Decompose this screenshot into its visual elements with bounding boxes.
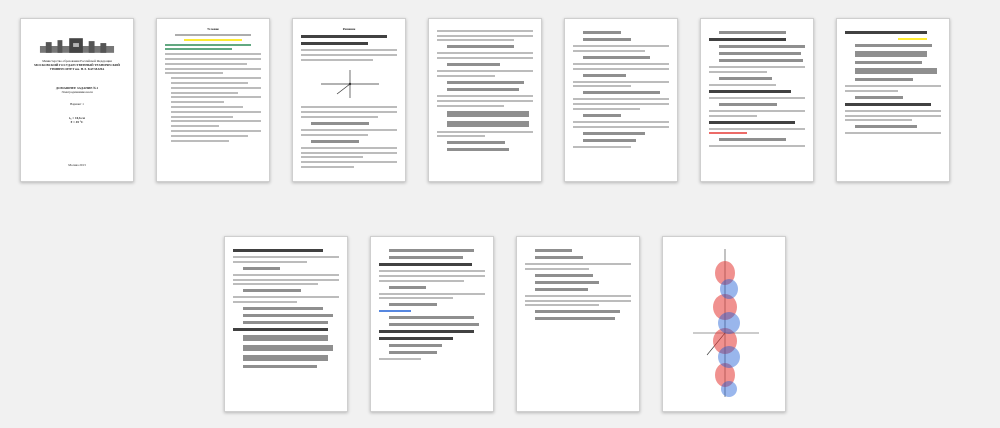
param-theta: θ = 45 °С — [70, 120, 84, 125]
work-title: ДОМАШНЕЕ ЗАДАНИЕ №1 — [55, 85, 99, 90]
page-thumbnail-2[interactable] — [156, 18, 270, 182]
university-emblem-icon — [38, 37, 116, 55]
field-pattern-figure — [663, 237, 786, 412]
ministry-line: Министерство образования Российской Федерации — [42, 59, 112, 63]
page-heading: Условие — [207, 27, 219, 31]
page-thumbnail-4[interactable] — [428, 18, 542, 182]
work-subtitle: Электродинамика волн — [61, 89, 93, 94]
page-thumbnail-5[interactable] — [564, 18, 678, 182]
variant-label: Вариант 1 — [70, 102, 84, 107]
page-thumbnail-9[interactable] — [370, 236, 494, 412]
page-thumbnail-3[interactable] — [292, 18, 406, 182]
page-thumbnail-11[interactable] — [662, 236, 786, 412]
university-name: МОСКОВСКИЙ ГОСУДАРСТВЕННЫЙ ТЕХНИЧЕСКИЙ УНИВЕРСИТЕТ им. Н.Э. БАУМАНА — [34, 63, 120, 72]
page-heading: Решение — [342, 27, 356, 31]
page-thumbnail-6[interactable] — [700, 18, 814, 182]
page-thumbnail-10[interactable] — [516, 236, 640, 412]
page-thumbnail-7[interactable] — [836, 18, 950, 182]
page-thumbnail-1[interactable] — [20, 18, 134, 182]
param-lambda: λ₀ = 10,6 см — [69, 116, 85, 121]
city-year: Москва 2013 — [68, 162, 86, 167]
coordinate-sketch — [301, 64, 399, 104]
page-thumbnail-8[interactable] — [224, 236, 348, 412]
